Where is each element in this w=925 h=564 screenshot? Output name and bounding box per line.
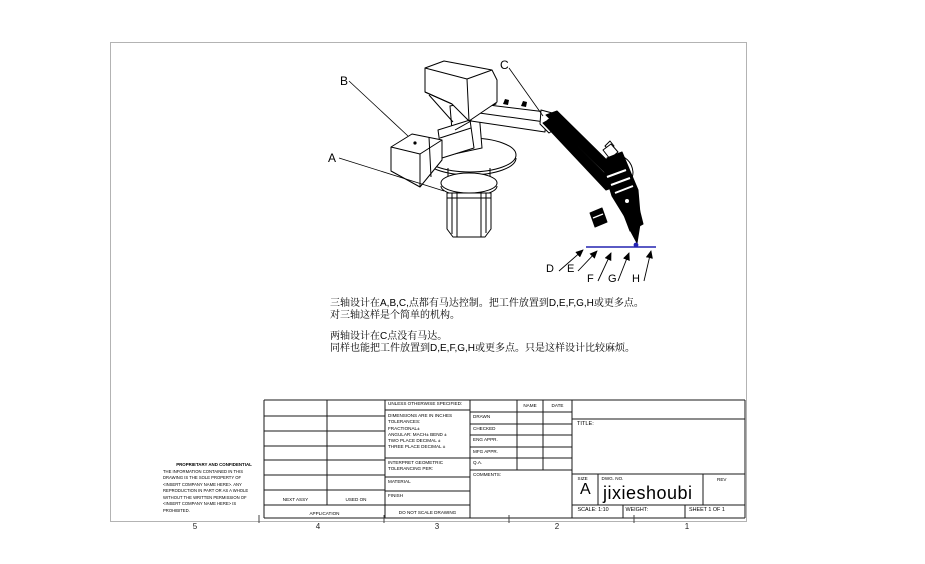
spec-line: ANGULAR: MACH± BEND ±	[388, 431, 447, 437]
finish-label: FINISH	[388, 492, 404, 498]
label-pos-e: E	[567, 263, 575, 275]
date-column-header: DATE	[551, 402, 564, 408]
used-on-label: USED ON	[345, 497, 367, 502]
do-not-scale-note: DO NOT SCALE DRAWING	[398, 509, 457, 515]
label-joint-c: C	[500, 58, 509, 72]
arrow-h	[644, 251, 651, 281]
notes-paragraph-2	[330, 331, 635, 356]
name-column-header: NAME	[523, 402, 537, 408]
label-joint-a: A	[328, 151, 337, 165]
label-pos-h: H	[632, 273, 640, 285]
size-field-label: SIZE	[577, 475, 588, 481]
size-value: A	[580, 481, 591, 498]
zone-number-1: 1	[684, 522, 690, 531]
note-line-3: 两轴设计在C点没有马达。	[330, 331, 448, 342]
material-label: MATERIAL	[388, 479, 411, 484]
proprietary-heading: PROPRIETARY AND CONFIDENTIAL	[176, 462, 252, 467]
spec-lines	[388, 413, 452, 451]
sheet-field: SHEET 1 OF 1	[689, 507, 725, 513]
label-pos-d: D	[546, 263, 554, 275]
comments-label: COMMENTS:	[473, 471, 502, 477]
approval-row-eng-appr: ENG APPR.	[473, 437, 498, 442]
dwg-no-field-label: DWG. NO.	[601, 475, 624, 481]
notes-paragraph-1	[330, 298, 644, 323]
spec-line: THREE PLACE DECIMAL ±	[388, 444, 446, 450]
zone-number-5: 5	[192, 522, 198, 531]
dwg-no-value: jixieshoubi	[603, 483, 693, 503]
scale-field: SCALE: 1:10	[577, 507, 609, 513]
note-line-1: 三轴设计在A,B,C,点都有马达控制。把工件放置到D,E,F,G,H或更多点。	[330, 298, 644, 309]
spec-line: TWO PLACE DECIMAL ±	[388, 438, 441, 444]
spec-header: UNLESS OTHERWISE SPECIFIED:	[388, 400, 463, 406]
label-pos-g: G	[608, 273, 617, 285]
title-field-label: TITLE:	[577, 420, 594, 427]
zone-number-4: 4	[315, 522, 321, 531]
label-joint-b: B	[340, 74, 349, 88]
approval-row-checked: CHECKED	[473, 425, 496, 431]
interpret-note: INTERPRET GEOMETRIC TOLERANCING PER:	[388, 460, 444, 472]
arrow-g	[618, 253, 629, 281]
approval-row-qa: Q.A.	[473, 460, 483, 465]
approval-row-mfg-appr: MFG APPR.	[473, 448, 499, 454]
ground-line	[586, 243, 656, 248]
next-assy-label: NEXT ASSY	[282, 497, 309, 502]
spec-line: TOLERANCES:	[388, 419, 421, 425]
application-label: APPLICATION	[309, 510, 340, 516]
title-block-grid	[259, 400, 745, 523]
proprietary-notice: PROPRIETARY AND CONFIDENTIAL THE INFORMATION CONTAINED IN THIS DRAWING IS THE SOLE PROPERTY OF <INSERT COMPANY NAME HERE>. ANY REPRODUCTION IN PART OR AS A WHOLE WITHOUT THE WRITTEN PERMISSION OF <INSERT COMPANY NAME HERE> IS PROHIBITED.	[163, 462, 265, 514]
weight-field: WEIGHT:	[625, 507, 648, 513]
label-pos-f: F	[587, 273, 594, 285]
note-line-2: 对三轴这样是个简单的机构。	[330, 310, 460, 322]
zone-number-3: 3	[434, 522, 440, 531]
approval-row-drawn: DRAWN	[473, 414, 491, 419]
note-line-4: 同样也能把工件放置到D,E,F,G,H或更多点。只是这样设计比较麻烦。	[330, 343, 636, 355]
rev-field-label: REV	[717, 476, 727, 482]
zone-number-2: 2	[554, 522, 560, 531]
arrow-e	[578, 251, 597, 271]
spec-line: FRACTIONAL±	[388, 425, 420, 431]
leader-b	[349, 81, 408, 136]
spec-line: DIMENSIONS ARE IN INCHES	[388, 413, 453, 418]
